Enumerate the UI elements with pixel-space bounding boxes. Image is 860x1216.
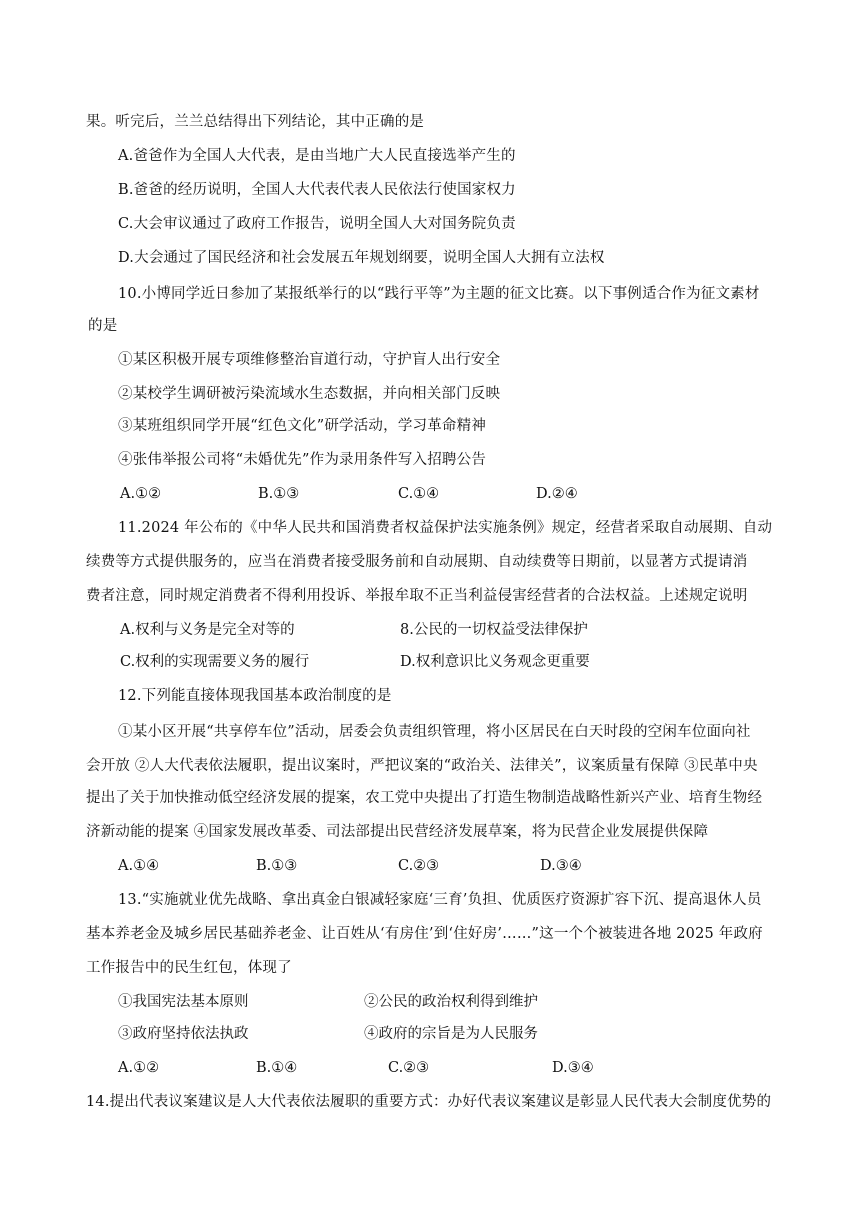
q9-option-b: B.爸爸的经历说明，全国人大代表代表人民依法行使国家权力 <box>118 182 516 198</box>
q10-option-b: B.①③ <box>258 486 300 502</box>
q13-item-1: ①我国宪法基本原则 <box>118 994 249 1010</box>
q10-option-a: A.①② <box>120 486 162 502</box>
q10-item-1: ①某区积极开展专项维修整治盲道行动，守护盲人出行安全 <box>118 352 501 368</box>
q10-item-4: ④张伟举报公司将“未婚优先”作为录用条件写入招聘公告 <box>118 452 487 468</box>
q12-stem: 12.下列能直接体现我国基本政治制度的是 <box>118 688 392 704</box>
q12-body-3: 提出了关于加快推动低空经济发展的提案，农工党中央提出了打造生物制造战略性新兴产业、培育生物经 <box>86 790 763 806</box>
q13-option-a: A.①② <box>118 1060 160 1076</box>
q11-stem-cont-1: 续费等方式提供服务的，应当在消费者接受服务前和自动展期、自动续费等日期前，以显著方式提请消 <box>86 554 748 570</box>
q12-option-d: D.③④ <box>540 858 582 874</box>
q13-stem-cont-2: 工作报告中的民生红包，体现了 <box>86 960 292 976</box>
q13-stem-cont-1: 基本养老金及城乡居民基础养老金、让百姓从‘有房住’到‘住好房’……”这一个个被装进各地 2025 年政府 <box>86 926 763 942</box>
q12-body-4: 济新动能的提案 ④国家发展改革委、司法部提出民营经济发展草案，将为民营企业发展提供保障 <box>86 824 709 840</box>
q12-option-b: B.①③ <box>256 858 298 874</box>
q13-option-c: C.②③ <box>388 1060 430 1076</box>
q11-option-b: 8.公民的一切权益受法律保护 <box>400 622 588 638</box>
q11-option-c: C.权利的实现需要义务的履行 <box>120 654 310 670</box>
q13-item-2: ②公民的政治权利得到维护 <box>364 994 538 1010</box>
q12-option-c: C.②③ <box>398 858 440 874</box>
q11-stem-cont-2: 费者注意，同时规定消费者不得利用投诉、举报牟取不正当利益侵害经营者的合法权益。上述规定说明 <box>86 588 748 604</box>
q14-stem: 14.提出代表议案建议是人大代表依法履职的重要方式：办好代表议案建议是彰显人民代表大会制度优势的 <box>86 1094 772 1110</box>
q12-body-1: ①某小区开展“共享停车位”活动，居委会负责组织管理，将小区居民在白天时段的空闲车位面向社 <box>118 724 751 740</box>
q13-option-b: B.①④ <box>256 1060 298 1076</box>
q10-item-2: ②某校学生调研被污染流域水生态数据，并向相关部门反映 <box>118 386 501 402</box>
q9-option-a: A.爸爸作为全国人大代表，是由当地广大人民直接选举产生的 <box>118 148 516 164</box>
q11-option-a: A.权利与义务是完全对等的 <box>120 622 295 638</box>
q10-stem-cont: 的是 <box>88 318 118 334</box>
q10-option-c: C.①④ <box>398 486 440 502</box>
q13-item-4: ④政府的宗旨是为人民服务 <box>364 1026 538 1042</box>
q9-option-d: D.大会通过了国民经济和社会发展五年规划纲要，说明全国人大拥有立法权 <box>118 250 605 266</box>
q12-option-a: A.①④ <box>118 858 160 874</box>
q11-stem: 11.2024 年公布的《中华人民共和国消费者权益保护法实施条例》规定，经营者采取自动展期、自动 <box>118 520 773 536</box>
q13-option-d: D.③④ <box>552 1060 594 1076</box>
q9-option-c: C.大会审议通过了政府工作报告，说明全国人大对国务院负责 <box>118 216 516 232</box>
q13-stem: 13.“实施就业优先战略、拿出真金白银减轻家庭‘三育’负担、优质医疗资源扩容下沉、提高退休人员 <box>118 892 762 908</box>
q10-stem: 10.小博同学近日参加了某报纸举行的以“践行平等”为主题的征文比赛。以下事例适合作为征文素材 <box>118 286 760 302</box>
q13-item-3: ③政府坚持依法执政 <box>118 1026 249 1042</box>
q10-option-d: D.②④ <box>536 486 578 502</box>
q9-stem-tail: 果。听完后，兰兰总结得出下列结论，其中正确的是 <box>86 114 425 130</box>
q10-item-3: ③某班组织同学开展“红色文化”研学活动，学习革命精神 <box>118 418 487 434</box>
q12-body-2: 会开放 ②人大代表依法履职，提出议案时，严把议案的“政治关、法律关”，议案质量有保障 ③民革中央 <box>86 758 758 774</box>
q11-option-d: D.权利意识比义务观念更重要 <box>400 654 590 670</box>
